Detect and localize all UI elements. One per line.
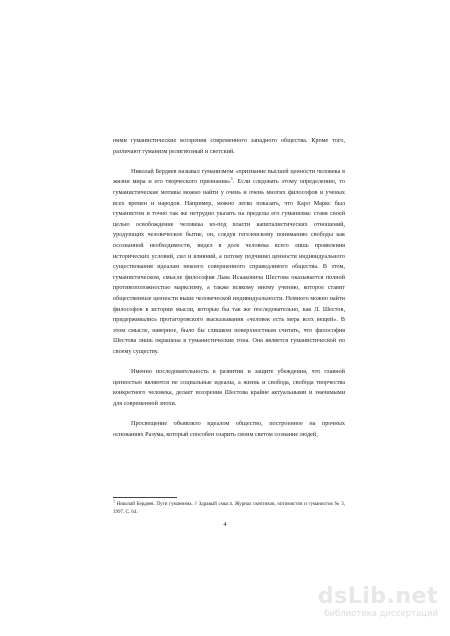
watermark-logo: dsLib.net <box>317 584 438 609</box>
footnote-divider <box>113 497 177 498</box>
footnote <box>113 498 345 516</box>
watermark-subtitle: библиотека диссертаций <box>324 609 438 619</box>
paragraph-text: . Если следовать этому определению, то гуманистические мотивы можно найти у очень и очень многих философов и ученых всех времен и народов. Например, можно легко показать, что Карл Маркс был гуманистом и точно так же нетрудно указать на пределы его гуманизма: ставя своей целью освобождение человека из-под власти капиталистических отношений, уродующих человеческое бытие, он, следуя гегелевскому пониманию свободы как осознанной необходимости, видел в доле человека всего лишь проявления исторических условий, сил и влияний, а потому подчинял ценности индивидуального существования идеалам некоего совершенного справедливого общества. В этом, гуманистическом, смысле философия Льва Исааковича Шестова оказывается полной противоположностью марксизму, а также всякому иному учению, которое ставит общественные ценности выше человеческой индивидуальности. Немного можно найти философов в истории мысли, которые бы так же последовательно, как Л. Шестов, придерживались протагоровского высказывания «человек есть мера всех вещей». В этом смысле, наверное, было бы слишком поверхностным считать, что философия Шестова лишь окрашена в гуманистические тона. Она является гуманистической по своему существу. <box>113 178 345 355</box>
paragraph <box>113 167 345 358</box>
footnote-ref[interactable]: 1 <box>230 176 234 182</box>
paragraph: Просвещение объявляло идеалом общество, построенное на прочных основаниях Разума, который способен озарить своим светом сознание людей, <box>113 420 345 438</box>
footnote-number: 1 <box>113 498 115 504</box>
watermark[interactable] <box>318 584 438 622</box>
paragraph: ними гуманистические воззрения современного западного общества. Кроме того, различают гуманизм религиозный и светский. <box>113 137 345 155</box>
footnote-text: Николай Бердяев. Пути гуманизма. // Здравый смысл. Журнал скептиков, оптимистов и гуманистов № 3, 1997. С. 64. <box>113 502 345 515</box>
paragraph-text: Николай Бердяев называл гуманизмом «признание высшей ценности человека в жизни мира и его творческого признания» <box>113 167 345 186</box>
page-number: 4 <box>223 521 227 528</box>
paragraph: Именно последовательность в развитии и защите убеждения, что главной ценностью являются не социальные идеалы, а жизнь и свобода, свобода творчества конкретного человека, делает воззрения Шестова крайне актуальными и значимыми для современной эпохи. <box>113 368 345 407</box>
body-text <box>113 136 345 440</box>
